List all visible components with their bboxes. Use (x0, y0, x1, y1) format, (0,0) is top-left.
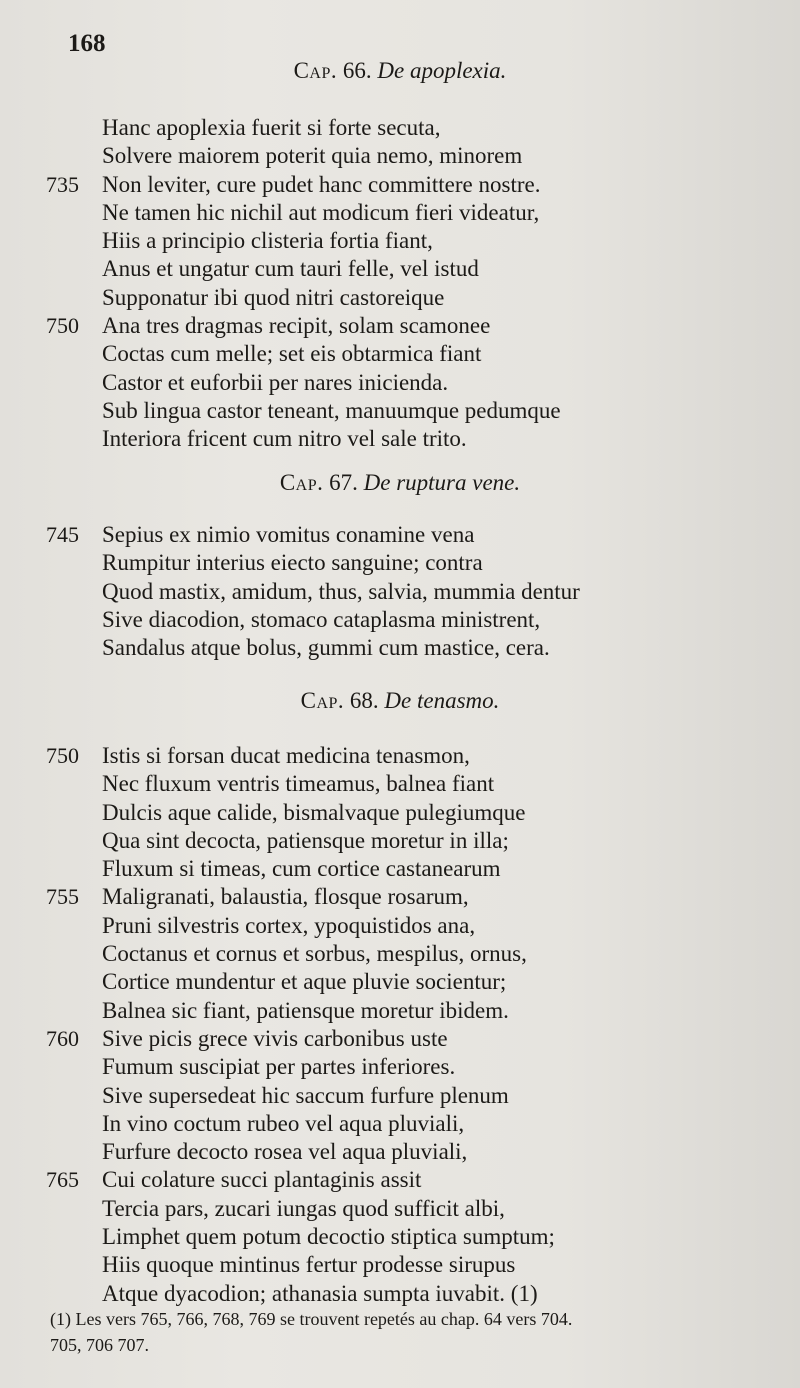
verse-line (0, 521, 800, 549)
verse-line (0, 199, 800, 227)
verse-text: Maligranati, balaustia, flosque rosarum, (102, 884, 469, 910)
verse-line (0, 827, 800, 855)
footnote-line: 705, 706 707. (50, 1335, 149, 1355)
verse-line (0, 634, 800, 662)
verse-line (0, 1025, 800, 1053)
verse-line (0, 997, 800, 1025)
verse-line (0, 549, 800, 577)
verse-text: Sub lingua castor teneant, manuumque pedumque (102, 397, 561, 423)
verse-line (0, 1138, 800, 1166)
verse-text: Istis si forsan ducat medicina tenasmon, (102, 743, 470, 768)
verse-line (0, 912, 800, 940)
verse-text: Solvere maiorem poterit quia nemo, minorem (102, 143, 523, 169)
verse-line (0, 855, 800, 883)
verse-line (0, 284, 800, 312)
footnote (50, 1306, 770, 1358)
verse-text: Sive picis grece vivis carbonibus uste (102, 1025, 448, 1051)
verse-number: 745 (46, 522, 79, 547)
verse-line (0, 799, 800, 827)
verse-line (0, 940, 800, 968)
verse-text: Nec fluxum ventris timeamus, balnea fiant (102, 771, 495, 797)
verse-line (0, 114, 800, 142)
verse-text: Qua sint decocta, patiensque moretur in illa; (102, 827, 509, 853)
verse-line (0, 1110, 800, 1138)
verse-text: Quod mastix, amidum, thus, salvia, mummia dentur (102, 578, 580, 604)
verse-line (0, 742, 800, 770)
verse-line (0, 369, 800, 397)
verse-line (0, 1280, 800, 1308)
verse-text: Sandalus atque bolus, gummi cum mastice, cera. (102, 635, 550, 661)
verse-line (0, 255, 800, 283)
verse-text: Sepius ex nimio vomitus conamine vena (102, 522, 475, 547)
verse-text: Sive diacodion, stomaco cataplasma ministrent, (102, 606, 541, 632)
verse-text: Fumum suscipiat per partes inferiores. (102, 1054, 456, 1080)
verse-number: 755 (46, 884, 79, 910)
verse-text: Cortice mundentur et aque pluvie socientur; (102, 969, 507, 995)
verse-text: Atque dyacodion; athanasia sumpta iuvabit. (1) (102, 1280, 538, 1306)
verse-line (0, 770, 800, 798)
chapter-label: Cap. (293, 58, 338, 83)
verse-text: Hiis quoque mintinus fertur prodesse sirupus (102, 1252, 516, 1278)
verse-text: Sive supersedeat hic saccum furfure plenum (102, 1082, 509, 1108)
verse-text: Tercia pars, zucari iungas quod sufficit albi, (102, 1195, 505, 1221)
verse-text: Ana tres dragmas recipit, solam scamonee (102, 313, 491, 339)
chapter-heading-66 (0, 58, 800, 84)
verse-line (0, 142, 800, 170)
verse-text: Fluxum si timeas, cum cortice castanearum (102, 856, 501, 882)
verse-text: Anus et ungatur cum tauri felle, vel istud (102, 256, 479, 282)
verse-line (0, 1053, 800, 1081)
chapter-label: Cap. (300, 688, 345, 713)
verse-text: Non leviter, cure pudet hanc committere nostre. (102, 171, 541, 197)
verse-line (0, 968, 800, 996)
verse-line (0, 578, 800, 606)
page-number: 168 (68, 30, 106, 57)
chapter-number: 68. (349, 688, 379, 713)
verse-text: Coctas cum melle; set eis obtarmica fiant (102, 341, 482, 367)
chapter-label: Cap. (279, 470, 324, 495)
verse-line (0, 1166, 800, 1194)
chapter-heading-67 (0, 470, 800, 496)
verse-line (0, 397, 800, 425)
verse-block-66 (0, 114, 800, 454)
verse-number: 750 (46, 313, 79, 339)
verse-number: 760 (46, 1025, 79, 1051)
verse-text: Hanc apoplexia fuerit si forte secuta, (102, 115, 441, 140)
verse-text: Cui colature succi plantaginis assit (102, 1167, 422, 1193)
verse-line (0, 1251, 800, 1279)
chapter-topic: De ruptura vene. (363, 470, 521, 495)
chapter-topic: De tenasmo. (384, 688, 500, 713)
verse-text: Dulcis aque calide, bismalvaque pulegiumque (102, 799, 526, 825)
verse-text: Pruni silvestris cortex, ypoquistidos ana, (102, 912, 476, 938)
verse-line (0, 1082, 800, 1110)
verse-text: Supponatur ibi quod nitri castoreique (102, 284, 445, 310)
verse-text: Limphet quem potum decoctio stiptica sumptum; (102, 1224, 555, 1250)
verse-text: In vino coctum rubeo vel aqua pluviali, (102, 1110, 465, 1136)
footnote-line: (1) Les vers 765, 766, 768, 769 se trouvent repetés au chap. 64 vers 704. (50, 1309, 573, 1329)
verse-line (0, 606, 800, 634)
verse-line (0, 1223, 800, 1251)
verse-line (0, 1195, 800, 1223)
verse-number: 750 (46, 743, 79, 768)
chapter-heading-68 (0, 688, 800, 714)
chapter-topic: De apoplexia. (377, 58, 507, 83)
verse-line (0, 312, 800, 340)
verse-text: Ne tamen hic nichil aut modicum fieri videatur, (102, 199, 540, 225)
verse-text: Hiis a principio clisteria fortia fiant, (102, 228, 433, 254)
verse-text: Castor et euforbii per nares inicienda. (102, 369, 449, 395)
verse-line (0, 883, 800, 911)
verse-text: Furfure decocto rosea vel aqua pluviali, (102, 1139, 468, 1165)
verse-text: Interiora fricent cum nitro vel sale trito. (102, 426, 467, 452)
verse-line (0, 425, 800, 453)
verse-line (0, 227, 800, 255)
verse-text: Balnea sic fiant, patiensque moretur ibidem. (102, 997, 509, 1023)
verse-text: Coctanus et cornus et sorbus, mespilus, ornus, (102, 941, 527, 967)
chapter-number: 67. (329, 470, 358, 495)
verse-block-68 (0, 742, 800, 1308)
verse-text: Rumpitur interius eiecto sanguine; contra (102, 550, 483, 576)
verse-line (0, 340, 800, 368)
chapter-number: 66. (342, 58, 372, 83)
verse-number: 735 (46, 171, 79, 197)
verse-line (0, 171, 800, 199)
verse-block-67 (0, 521, 800, 662)
verse-number: 765 (46, 1167, 79, 1193)
